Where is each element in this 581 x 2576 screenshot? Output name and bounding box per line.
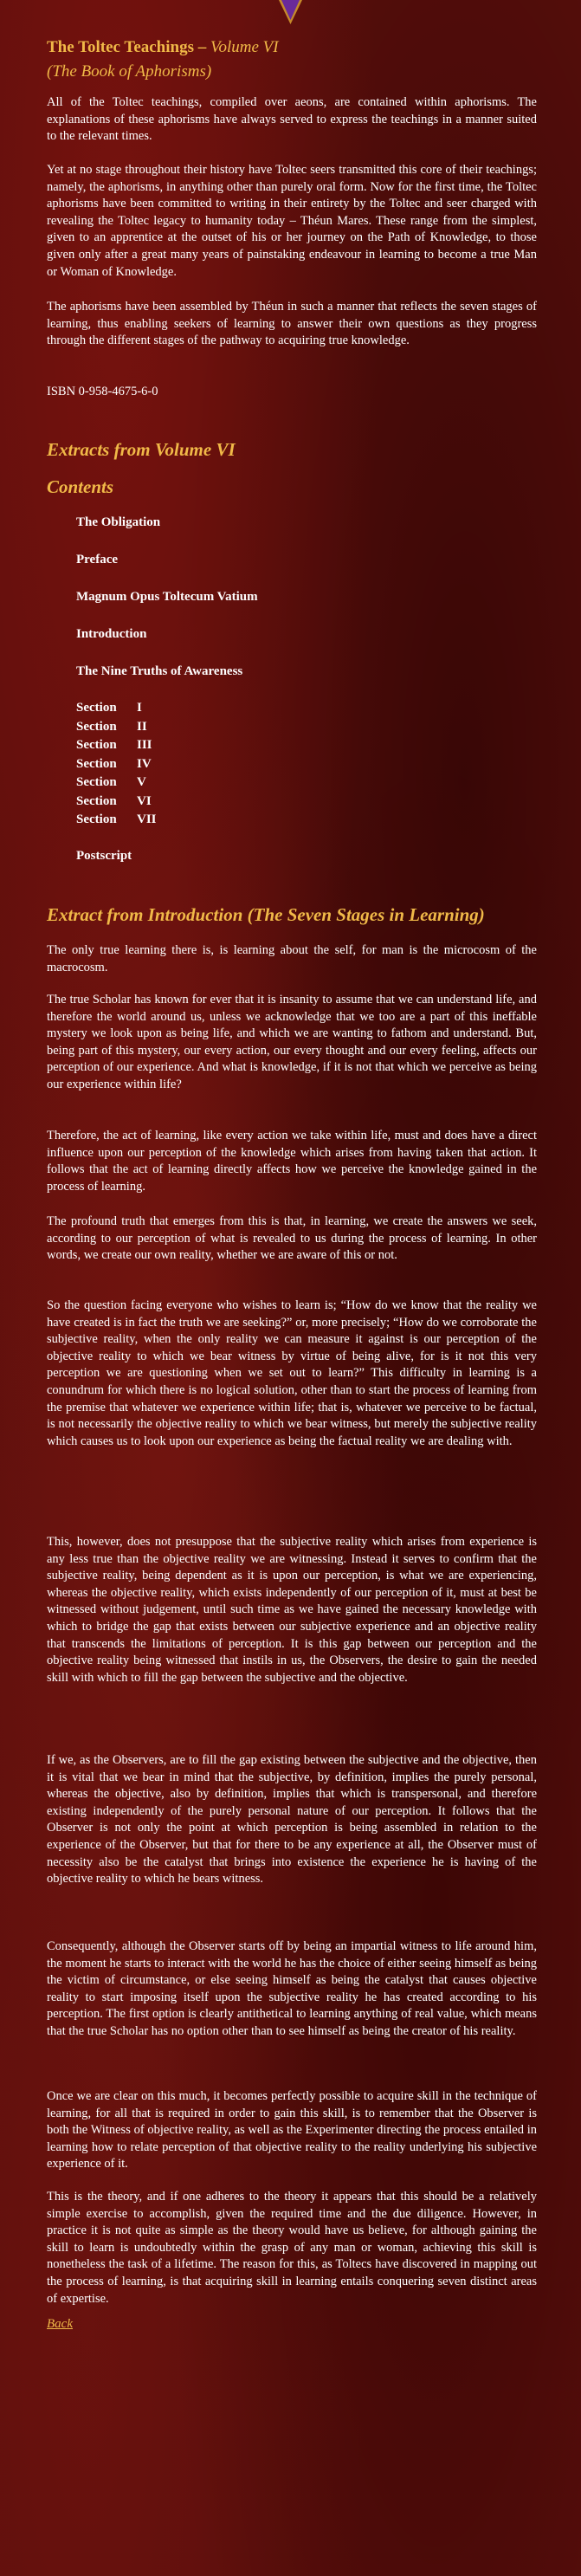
extracts-heading: Extracts from Volume VI	[47, 439, 236, 460]
toc-section-3[interactable]: Section III	[76, 738, 152, 752]
back-link[interactable]: Back	[47, 2317, 73, 2331]
extract-paragraph: The profound truth that emerges from this is that, in learning, we create the answers we seek, according to our perception of what is revealed to us during the process of learning. In other words, we create our own reality, whether we are aware of this or not.	[47, 1214, 537, 1263]
toc-item-postscript[interactable]: Postscript	[76, 849, 132, 863]
extract-paragraph: So the question facing everyone who wishes to learn is; “How do we know that the reality we have created is in fact the truth we are seeking?” or, more precisely; “How do we corroborate the subjective reality, when the only reality we can measure it against is our perception of the objective reality to which we bear witness by virtue of being alive, for is it not this very perception we are questioning when we set out to learn?” This difficulty in learning is a conundrum for which there is no logical solution, other than to start the process of learning from the premise that whatever we experience within life; that is, whatever we perceive to be factual, is not necessarily the objective reality to which we bear witness, but merely the subjective reality which causes us to look upon our experience as being the factual reality we are dealing with.	[47, 1298, 537, 1448]
extract-paragraph: The true Scholar has known for ever that it is insanity to assume that we can understand life, and therefore the world around us, unless we acknowledge that we too are a part of this ineffable mystery we look upon as being life, and which we are wanting to fathom and understand. But, being part of this mystery, our every action, our every thought and our every feeling, affects our perception of our experience. And what is knowledge, if it is not that which we perceive as being our experience within life?	[47, 993, 537, 1091]
intro-paragraph: Yet at no stage throughout their history have Toltec seers transmitted this core of their teachings; namely, the aphorisms, in anything other than purely oral form. Now for the first time, the Toltec aphorisms have been committed to writing in their entirety by the Toltec and seer charged with revealing the Toltec legacy to humanity today – Théun Mares. These range from the simplest, given to an apprentice at the outset of his or her journey on the Path of Knowledge, to those given only after a great many years of painstaking endeavour in learning to become a true Man or Woman of Knowledge.	[47, 163, 537, 279]
toc-item-magnum-opus[interactable]: Magnum Opus Toltecum Vatium	[76, 590, 258, 604]
extract-paragraph: Therefore, the act of learning, like every action we take within life, must and does have a direct influence upon our perception of the knowledge which arises from having taken that action. It follows that the act of learning directly affects how we perceive the knowledge gained in the process of learning.	[47, 1129, 537, 1194]
toc-section-2[interactable]: Section II	[76, 720, 147, 734]
intro-paragraph: All of the Toltec teachings, compiled over aeons, are contained within aphorisms. The explanations of these aphorisms have always served to express the teachings in a manner suited to the relevant times.	[47, 95, 537, 144]
toc-item-introduction[interactable]: Introduction	[76, 627, 147, 641]
intro-paragraph: The aphorisms have been assembled by Théun in such a manner that reflects the seven stages of learning, thus enabling seekers of learning to answer their own questions as they progress through the different stages of the pathway to acquiring true knowledge.	[47, 300, 537, 348]
toc-section-4[interactable]: Section IV	[76, 757, 152, 771]
extract-heading: Extract from Introduction (The Seven Stages in Learning)	[47, 904, 485, 925]
toc-section-5[interactable]: Section V	[76, 775, 146, 789]
page-title: The Toltec Teachings – Volume VI	[47, 38, 279, 56]
toc-section-7[interactable]: Section VII	[76, 812, 157, 826]
toc-item-nine-truths[interactable]: The Nine Truths of Awareness	[76, 664, 243, 678]
isbn: ISBN 0-958-4675-6-0	[47, 385, 158, 398]
toc-section-6[interactable]: Section VI	[76, 794, 152, 808]
contents-heading: Contents	[47, 476, 114, 497]
extract-paragraph: This is the theory, and if one adheres to the theory it appears that this should be a relatively simple exercise to accomplish, given the required time and the due diligence. However, in practice it is not quite as simple as the theory would have us believe, for although gaining the skill to learn is undoubtedly within the grasp of any man or woman, achieving this skill is nonetheless the task of a lifetime. The reason for this, as Toltecs have discovered in mapping out the process of learning, is that acquiring skill in learning entails conquering seven distinct areas of expertise.	[47, 2190, 537, 2306]
extract-paragraph: Once we are clear on this much, it becomes perfectly possible to acquire skill in the technique of learning, for all that is required in order to gain this skill, is to remember that the Observer is both the Witness of objective reality, as well as the Experimenter directing the process entailed in learning how to relate perception of that objective reality to the reality underlying his subjective experience of it.	[47, 2089, 537, 2171]
volume-label: Volume VI	[210, 38, 279, 56]
extract-paragraph: If we, as the Observers, are to fill the gap existing between the subjective and the objective, then it is vital that we bear in mind that the subjective, by definition, implies the purely personal, whereas the objective, also by definition, implies that which is transpersonal, and therefore existing independently of the purely personal nature of our perception. It follows that the Observer is not only the point at which perception is being assembled in relation to the experience of the Observer, but that for there to be any experience at all, the Observer must of necessity also be the catalyst that brings into existence the experience he is having of the objective reality to which he bears witness.	[47, 1753, 537, 1887]
extract-paragraph: The only true learning there is, is learning about the self, for man is the microcosm of the macrocosm.	[47, 943, 537, 974]
extract-paragraph: Consequently, although the Observer starts off by being an impartial witness to life around him, the moment he starts to interact with the world he has the choice of either seeing himself as being the victim of circumstance, or else seeing himself as being the catalyst that causes objective reality to start imposing itself upon the subjective reality he has created according to his perception. The first option is clearly antithetical to learning anything of real value, which means that the true Scholar has no option other than to see himself as being the creator of his reality.	[47, 1939, 537, 2038]
extract-paragraph: This, however, does not presuppose that the subjective reality which arises from experience is any less true than the objective reality we are witnessing. Instead it serves to confirm that the subjective reality, being dependent as it is upon our perception, is what we are experiencing, whereas the objective reality, which exists independently of our perception of it, must at best be witnessed without judgement, until such time as we have gained the necessary knowledge with which to bridge the gap that exists between our subjective experience and an objective reality that transcends the limitations of perception. It is this gap between our perception and the objective reality being witnessed that instils in us, the Observers, the desire to gain the needed skill with which to fill the gap between the subjective and the objective.	[47, 1535, 537, 1685]
page-subtitle: (The Book of Aphorisms)	[47, 62, 212, 81]
toc-item-obligation[interactable]: The Obligation	[76, 515, 161, 529]
toc-item-preface[interactable]: Preface	[76, 553, 119, 566]
toc-section-1[interactable]: Section I	[76, 701, 142, 715]
triangle-emblem-icon	[279, 0, 302, 26]
